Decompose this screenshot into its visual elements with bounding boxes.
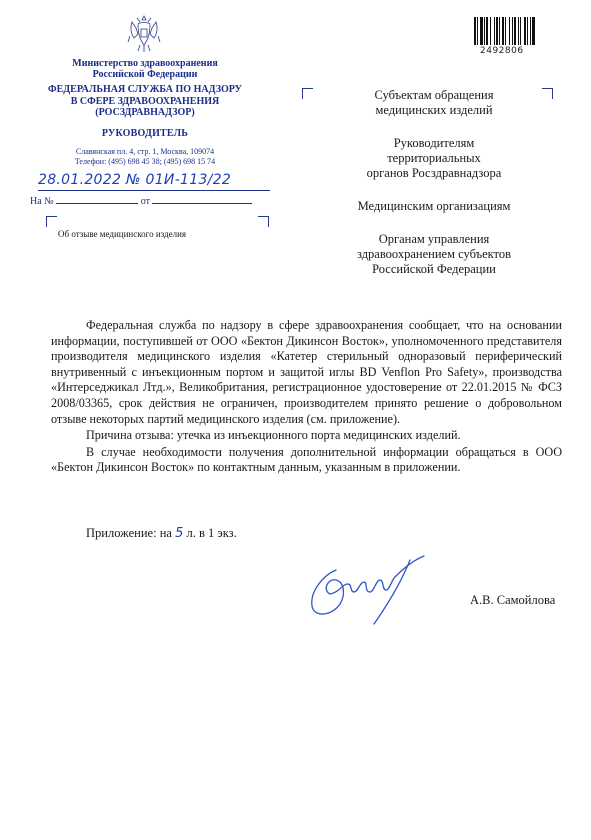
- agency-line-3: (РОСЗДРАВНАДЗОР): [95, 107, 195, 118]
- ref-date-label: от: [140, 196, 150, 207]
- ministry-line-2: Российской Федерации: [92, 69, 198, 80]
- barcode-number: 2492806: [480, 46, 524, 56]
- barcode-bar: [486, 17, 488, 45]
- attachment-pages-handwritten: 5: [175, 526, 184, 541]
- date-underline: [38, 190, 270, 191]
- barcode-bar: [494, 17, 495, 45]
- barcode-bar: [514, 17, 516, 45]
- barcode-bar: [530, 17, 531, 45]
- ref-date-blank: [152, 194, 252, 204]
- addressee-line: медицинских изделий: [375, 103, 493, 117]
- ref-number-blank: [56, 194, 138, 204]
- barcode-icon: [474, 17, 550, 45]
- letterhead: [30, 58, 260, 167]
- coat-of-arms-icon: [124, 12, 164, 54]
- barcode-bar: [512, 17, 513, 45]
- subject-corner-left: [46, 216, 57, 227]
- agency-address: [30, 147, 260, 167]
- barcode-bar: [499, 17, 500, 45]
- date-number-field: [38, 172, 270, 192]
- addressee-corner-left: [302, 88, 313, 99]
- barcode-bar: [502, 17, 504, 45]
- body-paragraph-3: В случае необходимости получения дополнительной информации обращаться в ООО «Бектон Дикинсон Восток» по контактным данным, указанным в приложении.: [51, 444, 562, 475]
- addressee-line: Руководителям: [393, 136, 475, 150]
- body-paragraph-2: Причина отзыва: утечка из инъекционного порта медицинских изделий.: [86, 428, 461, 443]
- attachment-prefix: Приложение: на: [86, 526, 172, 540]
- barcode-bar: [520, 17, 521, 45]
- barcode-bar: [474, 17, 476, 45]
- addressee-line: Субъектам обращения: [374, 88, 494, 102]
- barcode-bar: [527, 17, 528, 45]
- barcode-bar: [509, 17, 510, 45]
- barcode-bar: [480, 17, 483, 45]
- addressee-group: [322, 199, 546, 214]
- letter-body: [51, 318, 562, 476]
- head-title: РУКОВОДИТЕЛЬ: [101, 127, 189, 139]
- barcode-bar: [477, 17, 478, 45]
- subject-line: Об отзыве медицинского изделия: [58, 229, 187, 239]
- barcode-bar: [518, 17, 519, 45]
- barcode-bar: [505, 17, 506, 45]
- signer-name: А.В. Самойлова: [470, 593, 556, 607]
- addressee-group: [322, 88, 546, 118]
- address-line-2: Телефон: (495) 698 45 38; (495) 698 15 74: [74, 156, 216, 166]
- barcode-bar: [496, 17, 498, 45]
- agency-line-2: В СФЕРЕ ЗДРАВООХРАНЕНИЯ: [70, 95, 220, 107]
- addressee-line: органов Росздравнадзора: [366, 166, 502, 180]
- handwritten-date-number: 28.01.2022 № 01И-113/22: [38, 172, 232, 188]
- body-paragraph-1: Федеральная служба по надзору в сфере здравоохранения сообщает, что на основании информации, поступившей от ООО «Бектон Дикинсон Восток», уполномоченного представителя производителя медицинского изделия «Катетер стерильный одноразовый периферический внутривенный с инъекционным портом и защитой иглы BD Venflon Pro Safety», производства «Интерседжикал Лтд.», Великобритания, регистрационное удостоверение от 22.01.2015 № ФСЗ 2008/03365, срок действия не ограничен, производителем принято решение о добровольном отзыве некоторых партий медицинского изделия (см. приложение).: [51, 318, 562, 426]
- agency-name: [30, 84, 260, 119]
- addressee-line: территориальных: [387, 151, 481, 165]
- addressee-line: здравоохранением субъектов: [356, 247, 511, 261]
- addressee-line: Российской Федерации: [372, 262, 496, 276]
- addressee-block: [322, 88, 546, 295]
- ref-number-label: На №: [30, 196, 54, 207]
- attachment-line: [86, 526, 237, 541]
- attachment-suffix: л. в 1 экз.: [186, 526, 237, 540]
- barcode-bar: [490, 17, 491, 45]
- addressee-group: [322, 232, 546, 277]
- reference-line: [30, 194, 270, 207]
- ministry-name: [30, 58, 260, 80]
- barcode-bar: [524, 17, 526, 45]
- address-line-1: Славянская пл. 4, стр. 1, Москва, 109074: [75, 146, 215, 156]
- handwritten-signature: [292, 540, 442, 630]
- ministry-line-1: Министерство здравоохранения: [72, 58, 218, 69]
- barcode-bar: [484, 17, 485, 45]
- subject-corner-right: [258, 216, 269, 227]
- addressee-group: [322, 136, 546, 181]
- addressee-line: Органам управления: [378, 232, 490, 246]
- addressee-line: Медицинским организациям: [357, 199, 511, 213]
- barcode-bar: [532, 17, 535, 45]
- agency-line-1: ФЕДЕРАЛЬНАЯ СЛУЖБА ПО НАДЗОРУ: [48, 84, 242, 95]
